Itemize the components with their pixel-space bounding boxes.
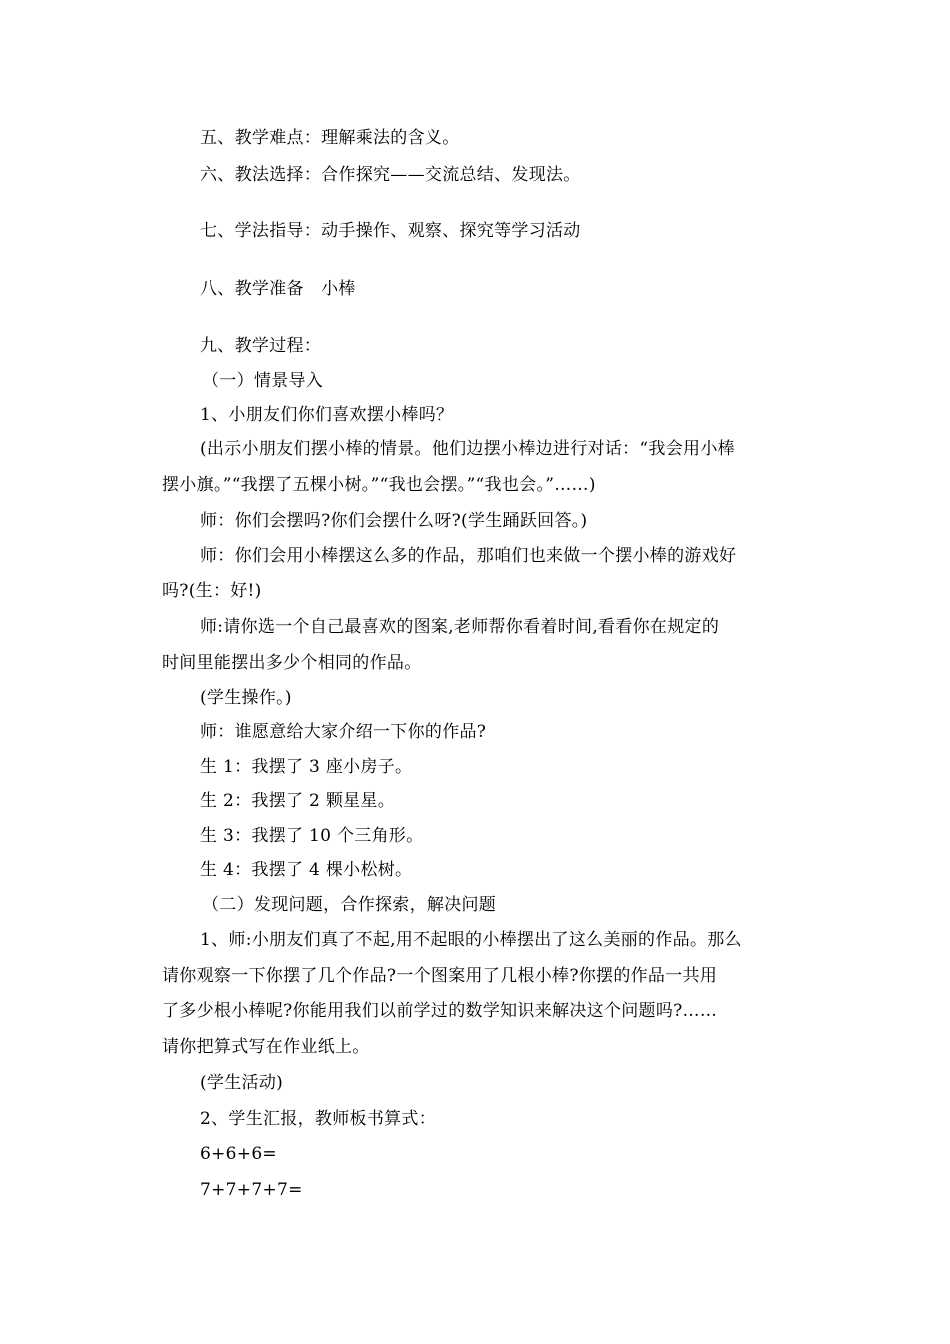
paragraph-line: 师：谁愿意给大家介绍一下你的作品? <box>200 722 487 742</box>
paragraph-line: 师:请你选一个自己最喜欢的图案,老师帮你看着时间,看看你在规定的 <box>200 617 720 637</box>
paragraph-line: 生 2：我摆了 2 颗星星。 <box>200 791 396 811</box>
subsection-problem-heading: （二）发现问题，合作探索，解决问题 <box>202 895 497 915</box>
equation-line: 7+7+7+7= <box>200 1180 303 1200</box>
paragraph-line: 了多少根小棒呢?你能用我们以前学过的数学知识来解决这个问题吗?…… <box>162 1001 718 1021</box>
paragraph-line: (学生活动) <box>200 1073 284 1093</box>
section-learning-method: 七、学法指导：动手操作、观察、探究等学习活动 <box>200 221 581 241</box>
section-preparation: 八、教学准备 小棒 <box>200 279 356 299</box>
paragraph-line: 1、小朋友们你们喜欢摆小棒吗？ <box>200 405 454 425</box>
paragraph-line: 生 3：我摆了 10 个三角形。 <box>200 826 424 846</box>
paragraph-line: 吗?(生：好!) <box>162 581 262 601</box>
paragraph-line: 师：你们会用小棒摆这么多的作品，那咱们也来做一个摆小棒的游戏好 <box>200 546 737 566</box>
paragraph-line: 请你把算式写在作业纸上。 <box>162 1037 370 1057</box>
paragraph-line: (学生操作。) <box>200 688 292 708</box>
paragraph-line: 摆小旗。”“我摆了五棵小树。”“我也会摆。”“我也会。”……) <box>162 475 596 495</box>
paragraph-line: 2、学生汇报，教师板书算式： <box>200 1109 437 1129</box>
paragraph-line: 1、师:小朋友们真了不起,用不起眼的小棒摆出了这么美丽的作品。那么 <box>200 930 742 950</box>
section-process-heading: 九、教学过程： <box>200 336 322 356</box>
section-teaching-method: 六、教法选择：合作探究——交流总结、发现法。 <box>200 165 581 185</box>
subsection-intro-heading: （一）情景导入 <box>202 371 324 391</box>
paragraph-line: 生 1：我摆了 3 座小房子。 <box>200 757 413 777</box>
paragraph-line: 生 4：我摆了 4 棵小松树。 <box>200 860 413 880</box>
paragraph-line: (出示小朋友们摆小棒的情景。他们边摆小棒边进行对话：“我会用小棒 <box>200 439 735 459</box>
paragraph-line: 师：你们会摆吗?你们会摆什么呀?(学生踊跃回答。) <box>200 511 588 531</box>
section-difficulty: 五、教学难点：理解乘法的含义。 <box>200 128 460 148</box>
paragraph-line: 时间里能摆出多少个相同的作品。 <box>162 653 422 673</box>
equation-line: 6+6+6= <box>200 1144 277 1164</box>
paragraph-line: 请你观察一下你摆了几个作品?一个图案用了几根小棒?你摆的作品一共用 <box>162 966 718 986</box>
